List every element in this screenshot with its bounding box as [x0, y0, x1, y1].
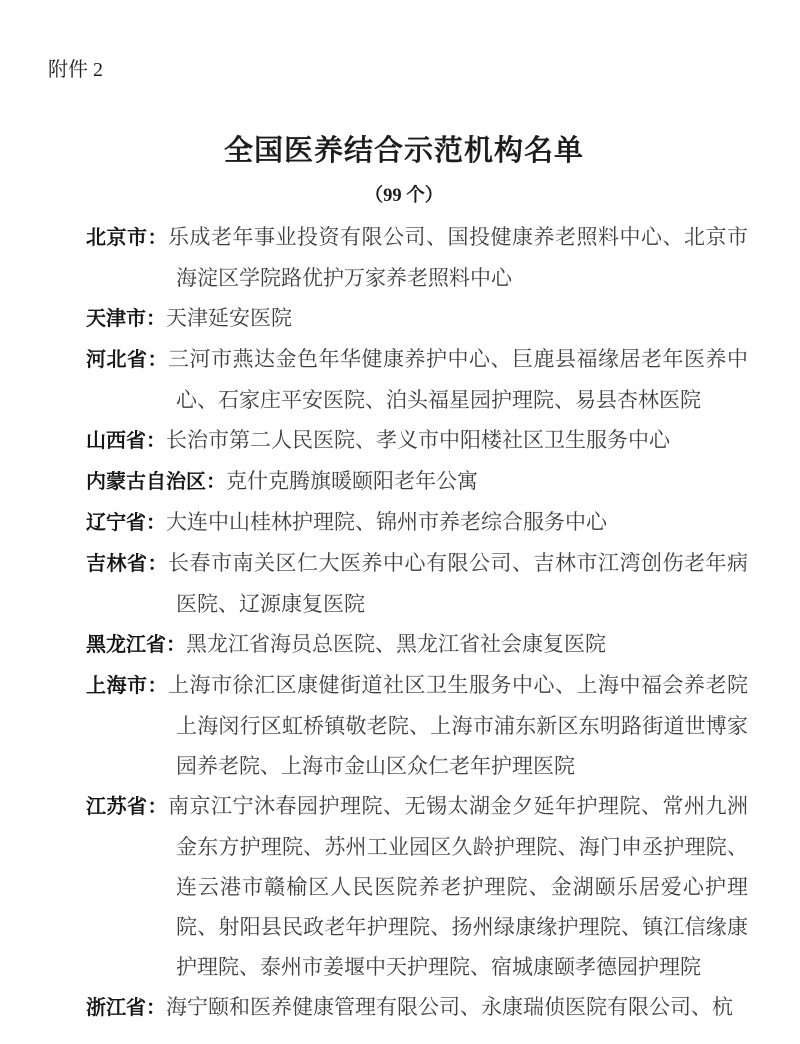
province-label: 内蒙古自治区： — [86, 471, 226, 493]
province-entry — [86, 502, 748, 543]
province-label: 浙江省： — [86, 997, 166, 1019]
attachment-label: 附件 2 — [48, 59, 103, 81]
province-entry — [86, 786, 748, 987]
province-entry — [86, 339, 748, 420]
province-entry — [86, 461, 748, 502]
province-entry — [86, 987, 748, 1028]
institution-names: 长春市南关区仁大医养中心有限公司、吉林市江湾创伤老年病医院、辽源康复医院 — [168, 551, 748, 616]
province-label: 辽宁省： — [86, 512, 166, 534]
province-label: 黑龙江省： — [86, 634, 186, 656]
institution-names: 天津延安医院 — [166, 306, 292, 330]
province-label: 吉林省： — [86, 553, 168, 575]
province-entry — [86, 298, 748, 339]
province-label: 江苏省： — [86, 796, 168, 818]
province-label: 上海市： — [86, 675, 168, 697]
province-entry — [86, 217, 748, 298]
institution-names: 上海市徐汇区康健街道社区卫生服务中心、上海中福会养老院上海闵行区虹桥镇敬老院、上海市浦东新区东明路街道世博家园养老院、上海市金山区众仁老年护理医院 — [168, 673, 748, 778]
page-title: 全国医养结合示范机构名单 — [223, 135, 584, 167]
institution-names: 长治市第二人民医院、孝义市中阳楼社区卫生服务中心 — [166, 428, 670, 452]
institution-names: 南京江宁沐春园护理院、无锡太湖金夕延年护理院、常州九洲金东方护理院、苏州工业园区久龄护理院、海门申丞护理院、连云港市赣榆区人民医院养老护理院、金湖颐乐居爱心护理院、射阳县民政老年护理院、扬州绿康缘护理院、镇江信缘康护理院、泰州市姜堰中天护理院、宿城康颐孝德园护理院 — [168, 794, 748, 979]
province-entry — [86, 420, 748, 461]
entry-list — [60, 217, 748, 1028]
province-label: 北京市： — [86, 227, 168, 249]
page-subtitle-count: （99 个） — [364, 186, 444, 206]
institution-names: 克什克腾旗暖颐阳老年公寓 — [226, 469, 478, 493]
province-entry — [86, 665, 748, 786]
province-label: 山西省： — [86, 430, 166, 452]
institution-names: 乐成老年事业投资有限公司、国投健康养老照料中心、北京市海淀区学院路优护万家养老照料中心 — [168, 225, 748, 290]
province-entry — [86, 624, 748, 665]
institution-names: 黑龙江省海员总医院、黑龙江省社会康复医院 — [186, 632, 606, 656]
institution-names: 三河市燕达金色年华健康养护中心、巨鹿县福缘居老年医养中心、石家庄平安医院、泊头福星园护理院、易县杏林医院 — [168, 347, 748, 412]
province-label: 天津市： — [86, 308, 166, 330]
institution-names: 海宁颐和医养健康管理有限公司、永康瑞侦医院有限公司、杭 — [166, 995, 733, 1019]
institution-names: 大连中山桂林护理院、锦州市养老综合服务中心 — [166, 510, 607, 534]
province-entry — [86, 543, 748, 624]
province-label: 河北省： — [86, 349, 168, 371]
